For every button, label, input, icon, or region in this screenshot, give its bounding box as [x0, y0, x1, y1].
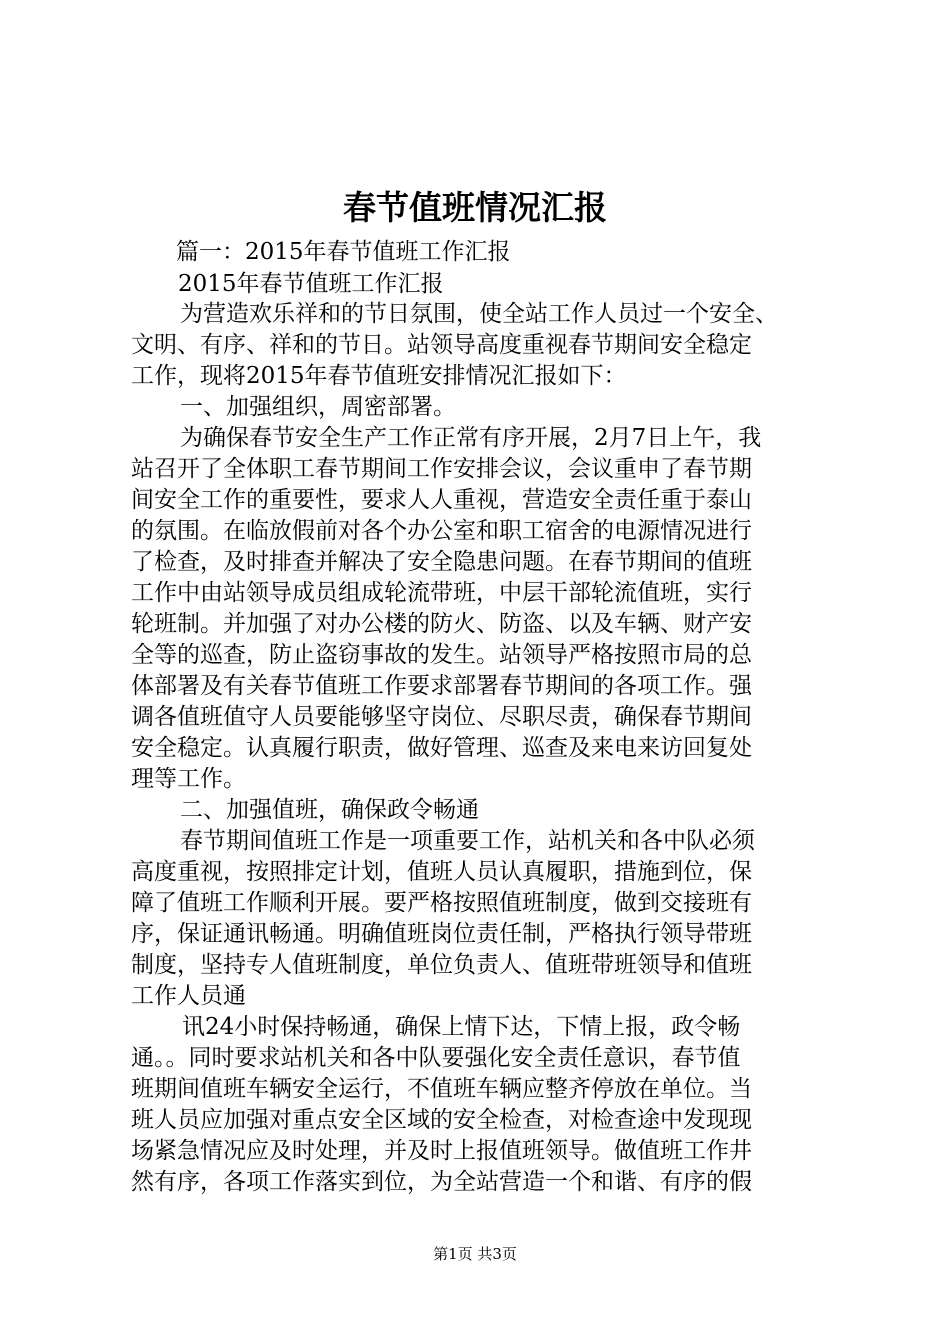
body-line: 工作，现将2015年春节值班安排情况汇报如下： — [131, 363, 627, 389]
body-line: 然有序，各项工作落实到位，为全站营造一个和谐、有序的假 — [131, 1169, 752, 1195]
body-line: 班人员应加强对重点安全区域的安全检查，对检查途中发现现 — [131, 1107, 752, 1133]
body-line: 的氛围。在临放假前对各个办公室和职工宿舍的电源情况进行 — [131, 518, 752, 544]
body-line: 站召开了全体职工春节期间工作安排会议，会议重申了春节期 — [131, 456, 752, 482]
body-line: 班期间值班车辆安全运行，不值班车辆应整齐停放在单位。当 — [131, 1076, 752, 1102]
body-line: 为确保春节安全生产工作正常有序开展，2月7日上午，我 — [180, 425, 762, 451]
body-line: 轮班制。并加强了对办公楼的防火、防盗、以及车辆、财产安 — [131, 611, 752, 637]
body-line: 篇一：2015年春节值班工作汇报 — [176, 239, 511, 265]
body-line: 工作人员通 — [131, 983, 246, 1009]
body-line: 为营造欢乐祥和的节日氛围，使全站工作人员过一个安全、 — [180, 301, 778, 327]
body-line: 二、加强值班，确保政令畅通 — [180, 797, 479, 823]
body-line: 间安全工作的重要性，要求人人重视，营造安全责任重于泰山 — [131, 487, 752, 513]
body-line: 通。。同时要求站机关和各中队要强化安全责任意识，春节值 — [131, 1045, 741, 1071]
body-line: 工作中由站领导成员组成轮流带班，中层干部轮流值班，实行 — [131, 580, 752, 606]
body-line: 一、加强组织，周密部署。 — [180, 394, 456, 420]
body-line: 春节期间值班工作是一项重要工作，站机关和各中队必须 — [180, 828, 755, 854]
body-line: 讯24小时保持畅通，确保上情下达，下情上报，政令畅 — [182, 1014, 741, 1040]
body-line: 安全稳定。认真履行职责，做好管理、巡查及来电来访回复处 — [131, 735, 752, 761]
body-line: 调各值班值守人员要能够坚守岗位、尽职尽责，确保春节期间 — [131, 704, 752, 730]
body-line: 高度重视，按照排定计划，值班人员认真履职，措施到位，保 — [131, 859, 752, 885]
body-line: 全等的巡查，防止盗窃事故的发生。站领导严格按照市局的总 — [131, 642, 752, 668]
body-line: 障了值班工作顺利开展。要严格按照值班制度，做到交接班有 — [131, 890, 752, 916]
body-line: 了检查，及时排查并解决了安全隐患问题。在春节期间的值班 — [131, 549, 752, 575]
body-line: 序，保证通讯畅通。明确值班岗位责任制，严格执行领导带班 — [131, 921, 752, 947]
body-line: 场紧急情况应及时处理，并及时上报值班领导。做值班工作井 — [131, 1138, 752, 1164]
body-line: 文明、有序、祥和的节日。站领导高度重视春节期间安全稳定 — [131, 332, 752, 358]
body-line: 2015年春节值班工作汇报 — [178, 271, 444, 297]
document-title: 春节值班情况汇报 — [343, 188, 607, 227]
page-number-footer: 第1页 共3页 — [433, 1245, 517, 1263]
body-line: 理等工作。 — [131, 766, 246, 792]
body-line: 制度，坚持专人值班制度，单位负责人、值班带班领导和值班 — [131, 952, 752, 978]
body-line: 体部署及有关春节值班工作要求部署春节期间的各项工作。强 — [131, 673, 752, 699]
